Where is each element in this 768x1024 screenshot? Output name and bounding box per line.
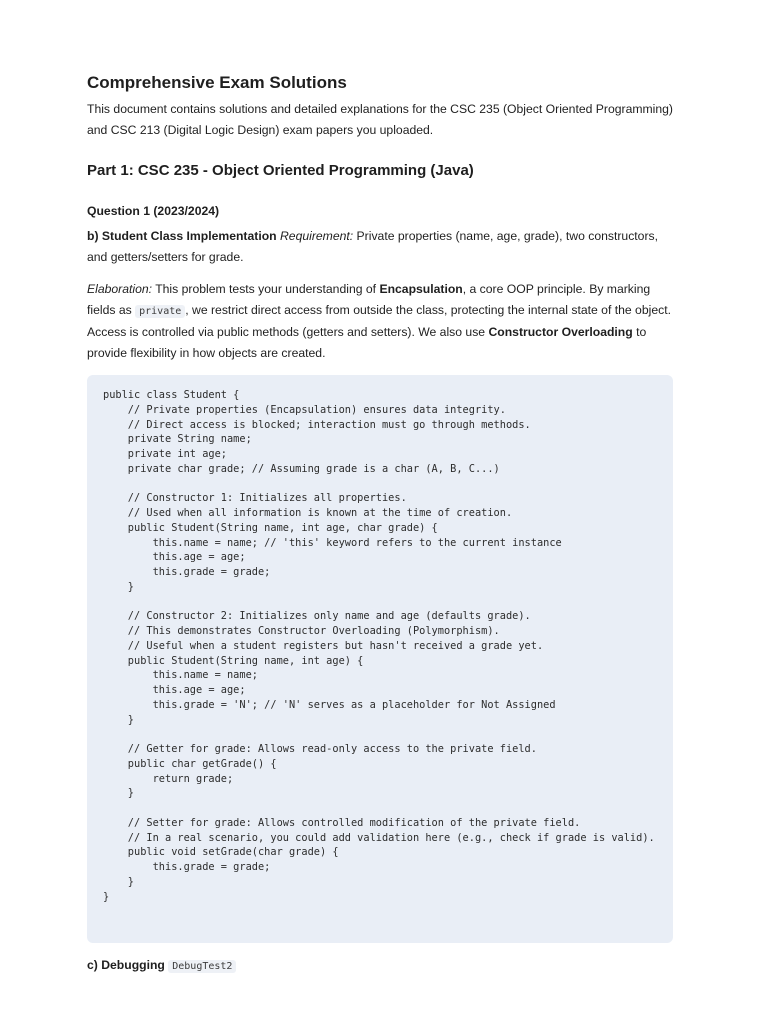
- elaboration-text-3: , we restrict direct access from outside the class, protecting the internal state of the object. Access is controlled via public methods (getters and setters). We also use: [87, 302, 671, 339]
- elaboration-label: Elaboration:: [87, 282, 153, 296]
- section-c-heading: [87, 956, 236, 976]
- elaboration-text-1: This problem tests your understanding of: [152, 282, 380, 296]
- question1-heading: Question 1 (2023/2024): [87, 204, 220, 218]
- part1-heading: Part 1: CSC 235 - Object Oriented Programming (Java): [87, 162, 474, 179]
- section-c-title: c) Debugging: [87, 958, 165, 972]
- section-b-title: b) Student Class Implementation: [87, 229, 277, 243]
- section-b-requirement: [87, 226, 673, 267]
- elaboration-text-4: to provide flexibility in how objects are created.: [87, 325, 647, 360]
- elaboration-paragraph: [87, 279, 673, 363]
- requirement-label: Requirement:: [280, 229, 354, 243]
- debugtest2-code: DebugTest2: [168, 960, 236, 973]
- encapsulation-term: Encapsulation: [379, 282, 463, 296]
- elaboration-text-2: , a core OOP principle. By marking fields as: [87, 282, 651, 317]
- constructor-overloading-term: Constructor Overloading: [488, 325, 633, 339]
- private-keyword-code: private: [135, 305, 185, 318]
- intro-paragraph: This document contains solutions and detailed explanations for the CSC 235 (Object Oriented Programming) and CSC 213 (Digital Logic Design) exam papers you uploaded.: [87, 102, 673, 137]
- student-class-code-block[interactable]: [87, 375, 673, 943]
- student-class-code: public class Student { // Private properties (Encapsulation) ensures data integrity. // Direct access is blocked; interaction must go through methods. private String name; private int age; private char grade; // Assuming grade is a char (A, B, C...) // Constructor 1: Initializes all properties. // Used when all information is known at the time of creation. public Student(String name, int age, char grade) { this.name = name; // 'this' keyword refers to the current instance this.age = age; this.grade = grade; } // Constructor 2: Initializes only name and age (defaults grade). // This demonstrates Constructor Overloading (Polymorphism). // Useful when a student registers but hasn't received a grade yet. public Student(String name, int age) { this.name = name; this.age = age; this.grade = 'N'; // 'N' serves as a placeholder for Not Assigned } // Getter for grade: Allows read-only access to the private field. public char getGrade() { return grade; } // Setter for grade: Allows controlled modification of the private field. // In a real scenario, you could add validation here (e.g., check if grade is valid). public void setGrade(char grade) { this.grade = grade; } }: [103, 389, 655, 903]
- document-title: Comprehensive Exam Solutions: [87, 73, 347, 92]
- requirement-text: Private properties (name, age, grade), two constructors, and getters/setters for grade.: [87, 229, 658, 264]
